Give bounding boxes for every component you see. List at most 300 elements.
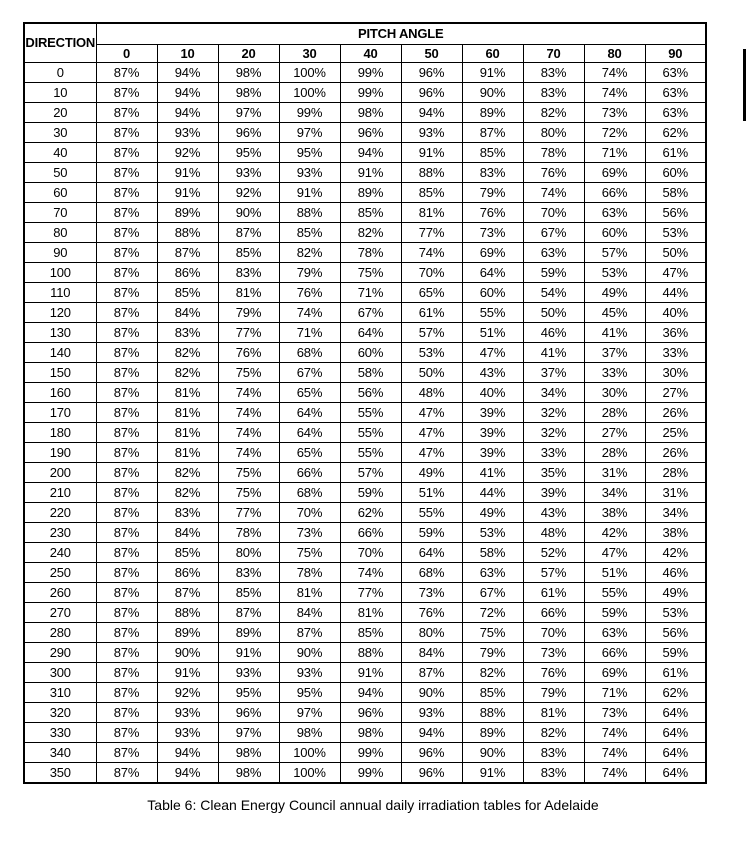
table-row xyxy=(24,463,706,483)
value-cell: 39% xyxy=(462,403,523,423)
table-row xyxy=(24,423,706,443)
direction-cell: 60 xyxy=(24,183,96,203)
value-cell: 49% xyxy=(645,583,706,603)
value-cell: 39% xyxy=(462,423,523,443)
value-cell: 81% xyxy=(340,603,401,623)
value-cell: 46% xyxy=(645,563,706,583)
value-cell: 79% xyxy=(462,643,523,663)
value-cell: 87% xyxy=(96,543,157,563)
value-cell: 90% xyxy=(462,83,523,103)
value-cell: 76% xyxy=(279,283,340,303)
value-cell: 87% xyxy=(96,343,157,363)
value-cell: 98% xyxy=(218,763,279,784)
value-cell: 91% xyxy=(340,663,401,683)
value-cell: 100% xyxy=(279,763,340,784)
value-cell: 40% xyxy=(462,383,523,403)
value-cell: 87% xyxy=(96,763,157,784)
value-cell: 93% xyxy=(218,163,279,183)
value-cell: 87% xyxy=(96,463,157,483)
value-cell: 74% xyxy=(218,423,279,443)
value-cell: 81% xyxy=(279,583,340,603)
value-cell: 89% xyxy=(218,623,279,643)
value-cell: 63% xyxy=(523,243,584,263)
table-header xyxy=(24,23,706,63)
value-cell: 81% xyxy=(218,283,279,303)
value-cell: 27% xyxy=(645,383,706,403)
value-cell: 85% xyxy=(279,223,340,243)
value-cell: 70% xyxy=(279,503,340,523)
value-cell: 87% xyxy=(96,663,157,683)
value-cell: 88% xyxy=(340,643,401,663)
value-cell: 76% xyxy=(523,663,584,683)
value-cell: 71% xyxy=(584,683,645,703)
value-cell: 91% xyxy=(401,143,462,163)
value-cell: 48% xyxy=(523,523,584,543)
value-cell: 100% xyxy=(279,63,340,83)
value-cell: 75% xyxy=(462,623,523,643)
table-row xyxy=(24,503,706,523)
pitch-angle-col-header: 30 xyxy=(279,45,340,63)
value-cell: 64% xyxy=(279,403,340,423)
direction-cell: 0 xyxy=(24,63,96,83)
value-cell: 85% xyxy=(157,543,218,563)
value-cell: 82% xyxy=(157,363,218,383)
value-cell: 51% xyxy=(584,563,645,583)
value-cell: 82% xyxy=(157,463,218,483)
value-cell: 58% xyxy=(645,183,706,203)
value-cell: 98% xyxy=(218,83,279,103)
value-cell: 65% xyxy=(401,283,462,303)
value-cell: 87% xyxy=(96,223,157,243)
value-cell: 73% xyxy=(279,523,340,543)
value-cell: 90% xyxy=(462,743,523,763)
value-cell: 85% xyxy=(401,183,462,203)
value-cell: 83% xyxy=(462,163,523,183)
value-cell: 98% xyxy=(279,723,340,743)
value-cell: 45% xyxy=(584,303,645,323)
direction-cell: 310 xyxy=(24,683,96,703)
value-cell: 74% xyxy=(584,743,645,763)
value-cell: 79% xyxy=(523,683,584,703)
value-cell: 96% xyxy=(401,763,462,784)
value-cell: 96% xyxy=(218,123,279,143)
value-cell: 96% xyxy=(218,703,279,723)
table-row xyxy=(24,343,706,363)
value-cell: 60% xyxy=(584,223,645,243)
value-cell: 41% xyxy=(523,343,584,363)
value-cell: 95% xyxy=(218,143,279,163)
value-cell: 84% xyxy=(401,643,462,663)
direction-cell: 50 xyxy=(24,163,96,183)
value-cell: 77% xyxy=(218,503,279,523)
value-cell: 64% xyxy=(645,743,706,763)
value-cell: 63% xyxy=(645,83,706,103)
value-cell: 95% xyxy=(279,683,340,703)
direction-cell: 20 xyxy=(24,103,96,123)
value-cell: 63% xyxy=(462,563,523,583)
value-cell: 96% xyxy=(401,83,462,103)
value-cell: 69% xyxy=(462,243,523,263)
value-cell: 62% xyxy=(340,503,401,523)
value-cell: 54% xyxy=(523,283,584,303)
value-cell: 99% xyxy=(279,103,340,123)
value-cell: 74% xyxy=(218,443,279,463)
value-cell: 87% xyxy=(96,723,157,743)
table-row xyxy=(24,103,706,123)
value-cell: 79% xyxy=(462,183,523,203)
value-cell: 33% xyxy=(645,343,706,363)
value-cell: 94% xyxy=(340,683,401,703)
value-cell: 56% xyxy=(645,623,706,643)
value-cell: 87% xyxy=(218,603,279,623)
value-cell: 93% xyxy=(157,723,218,743)
value-cell: 66% xyxy=(279,463,340,483)
table-row xyxy=(24,163,706,183)
value-cell: 98% xyxy=(218,743,279,763)
value-cell: 100% xyxy=(279,83,340,103)
value-cell: 81% xyxy=(157,403,218,423)
value-cell: 95% xyxy=(279,143,340,163)
value-cell: 76% xyxy=(218,343,279,363)
value-cell: 87% xyxy=(96,703,157,723)
table-row xyxy=(24,323,706,343)
table-row xyxy=(24,183,706,203)
direction-cell: 180 xyxy=(24,423,96,443)
value-cell: 38% xyxy=(645,523,706,543)
value-cell: 90% xyxy=(157,643,218,663)
pitch-angle-col-header: 20 xyxy=(218,45,279,63)
value-cell: 88% xyxy=(157,603,218,623)
value-cell: 34% xyxy=(584,483,645,503)
direction-cell: 330 xyxy=(24,723,96,743)
value-cell: 96% xyxy=(340,703,401,723)
value-cell: 57% xyxy=(584,243,645,263)
table-row xyxy=(24,483,706,503)
value-cell: 87% xyxy=(96,563,157,583)
table-row xyxy=(24,523,706,543)
value-cell: 62% xyxy=(645,123,706,143)
value-cell: 83% xyxy=(523,83,584,103)
value-cell: 90% xyxy=(218,203,279,223)
value-cell: 99% xyxy=(340,743,401,763)
value-cell: 74% xyxy=(218,403,279,423)
value-cell: 26% xyxy=(645,443,706,463)
table-row xyxy=(24,243,706,263)
table-row xyxy=(24,623,706,643)
table-row xyxy=(24,403,706,423)
value-cell: 87% xyxy=(96,483,157,503)
value-cell: 64% xyxy=(645,703,706,723)
value-cell: 98% xyxy=(340,103,401,123)
direction-cell: 120 xyxy=(24,303,96,323)
value-cell: 87% xyxy=(96,583,157,603)
value-cell: 70% xyxy=(340,543,401,563)
direction-cell: 10 xyxy=(24,83,96,103)
value-cell: 83% xyxy=(218,263,279,283)
value-cell: 55% xyxy=(340,443,401,463)
value-cell: 79% xyxy=(218,303,279,323)
value-cell: 49% xyxy=(462,503,523,523)
value-cell: 33% xyxy=(584,363,645,383)
value-cell: 61% xyxy=(523,583,584,603)
value-cell: 73% xyxy=(523,643,584,663)
value-cell: 85% xyxy=(157,283,218,303)
direction-cell: 240 xyxy=(24,543,96,563)
value-cell: 34% xyxy=(645,503,706,523)
value-cell: 87% xyxy=(96,63,157,83)
value-cell: 55% xyxy=(401,503,462,523)
value-cell: 59% xyxy=(523,263,584,283)
value-cell: 36% xyxy=(645,323,706,343)
value-cell: 97% xyxy=(218,723,279,743)
value-cell: 89% xyxy=(157,203,218,223)
value-cell: 85% xyxy=(340,203,401,223)
value-cell: 74% xyxy=(218,383,279,403)
value-cell: 82% xyxy=(157,343,218,363)
table-row xyxy=(24,603,706,623)
value-cell: 88% xyxy=(157,223,218,243)
value-cell: 72% xyxy=(462,603,523,623)
value-cell: 87% xyxy=(96,503,157,523)
value-cell: 87% xyxy=(279,623,340,643)
value-cell: 60% xyxy=(462,283,523,303)
value-cell: 99% xyxy=(340,83,401,103)
value-cell: 71% xyxy=(340,283,401,303)
value-cell: 67% xyxy=(462,583,523,603)
value-cell: 95% xyxy=(218,683,279,703)
value-cell: 58% xyxy=(340,363,401,383)
pitch-angle-col-header: 40 xyxy=(340,45,401,63)
value-cell: 82% xyxy=(340,223,401,243)
value-cell: 74% xyxy=(523,183,584,203)
value-cell: 87% xyxy=(96,683,157,703)
table-row xyxy=(24,443,706,463)
value-cell: 44% xyxy=(462,483,523,503)
value-cell: 62% xyxy=(645,683,706,703)
value-cell: 59% xyxy=(584,603,645,623)
value-cell: 65% xyxy=(279,383,340,403)
value-cell: 68% xyxy=(279,483,340,503)
direction-cell: 290 xyxy=(24,643,96,663)
value-cell: 88% xyxy=(401,163,462,183)
value-cell: 87% xyxy=(401,663,462,683)
value-cell: 49% xyxy=(401,463,462,483)
direction-cell: 270 xyxy=(24,603,96,623)
value-cell: 55% xyxy=(340,423,401,443)
value-cell: 49% xyxy=(584,283,645,303)
value-cell: 80% xyxy=(218,543,279,563)
value-cell: 87% xyxy=(96,183,157,203)
value-cell: 78% xyxy=(279,563,340,583)
value-cell: 70% xyxy=(523,203,584,223)
value-cell: 66% xyxy=(340,523,401,543)
value-cell: 87% xyxy=(96,743,157,763)
value-cell: 87% xyxy=(96,143,157,163)
value-cell: 91% xyxy=(157,163,218,183)
value-cell: 28% xyxy=(645,463,706,483)
value-cell: 87% xyxy=(96,123,157,143)
value-cell: 83% xyxy=(523,743,584,763)
table-row xyxy=(24,223,706,243)
direction-cell: 150 xyxy=(24,363,96,383)
direction-cell: 260 xyxy=(24,583,96,603)
value-cell: 63% xyxy=(584,623,645,643)
direction-cell: 280 xyxy=(24,623,96,643)
value-cell: 75% xyxy=(218,363,279,383)
value-cell: 64% xyxy=(462,263,523,283)
value-cell: 93% xyxy=(401,703,462,723)
pitch-angle-header: PITCH ANGLE xyxy=(96,23,706,45)
direction-cell: 160 xyxy=(24,383,96,403)
value-cell: 67% xyxy=(340,303,401,323)
value-cell: 65% xyxy=(279,443,340,463)
value-cell: 93% xyxy=(279,163,340,183)
value-cell: 76% xyxy=(462,203,523,223)
value-cell: 74% xyxy=(584,83,645,103)
table-row xyxy=(24,363,706,383)
value-cell: 96% xyxy=(340,123,401,143)
value-cell: 83% xyxy=(157,503,218,523)
value-cell: 52% xyxy=(523,543,584,563)
value-cell: 28% xyxy=(584,443,645,463)
value-cell: 53% xyxy=(462,523,523,543)
value-cell: 63% xyxy=(645,63,706,83)
value-cell: 87% xyxy=(96,403,157,423)
value-cell: 64% xyxy=(401,543,462,563)
value-cell: 53% xyxy=(645,603,706,623)
value-cell: 47% xyxy=(584,543,645,563)
direction-cell: 90 xyxy=(24,243,96,263)
value-cell: 70% xyxy=(523,623,584,643)
table-body xyxy=(24,63,706,784)
value-cell: 84% xyxy=(279,603,340,623)
value-cell: 86% xyxy=(157,563,218,583)
header-row-2 xyxy=(24,45,706,63)
value-cell: 87% xyxy=(96,443,157,463)
value-cell: 89% xyxy=(340,183,401,203)
value-cell: 55% xyxy=(340,403,401,423)
value-cell: 91% xyxy=(462,763,523,784)
value-cell: 31% xyxy=(645,483,706,503)
value-cell: 64% xyxy=(645,723,706,743)
value-cell: 75% xyxy=(340,263,401,283)
value-cell: 42% xyxy=(584,523,645,543)
value-cell: 57% xyxy=(340,463,401,483)
table-row xyxy=(24,63,706,83)
value-cell: 47% xyxy=(401,423,462,443)
value-cell: 82% xyxy=(157,483,218,503)
value-cell: 94% xyxy=(157,763,218,784)
value-cell: 32% xyxy=(523,423,584,443)
value-cell: 87% xyxy=(96,203,157,223)
direction-cell: 100 xyxy=(24,263,96,283)
value-cell: 51% xyxy=(462,323,523,343)
table-row xyxy=(24,263,706,283)
value-cell: 70% xyxy=(401,263,462,283)
value-cell: 87% xyxy=(96,363,157,383)
value-cell: 48% xyxy=(401,383,462,403)
value-cell: 30% xyxy=(584,383,645,403)
value-cell: 61% xyxy=(645,663,706,683)
value-cell: 75% xyxy=(218,463,279,483)
value-cell: 77% xyxy=(401,223,462,243)
direction-cell: 140 xyxy=(24,343,96,363)
value-cell: 47% xyxy=(401,443,462,463)
table-row xyxy=(24,683,706,703)
value-cell: 64% xyxy=(279,423,340,443)
value-cell: 69% xyxy=(584,163,645,183)
value-cell: 81% xyxy=(401,203,462,223)
value-cell: 87% xyxy=(96,303,157,323)
value-cell: 96% xyxy=(401,743,462,763)
direction-cell: 350 xyxy=(24,763,96,784)
value-cell: 44% xyxy=(645,283,706,303)
value-cell: 89% xyxy=(462,723,523,743)
value-cell: 87% xyxy=(157,243,218,263)
value-cell: 57% xyxy=(401,323,462,343)
value-cell: 75% xyxy=(279,543,340,563)
value-cell: 87% xyxy=(96,323,157,343)
pitch-angle-col-header: 10 xyxy=(157,45,218,63)
table-row xyxy=(24,123,706,143)
value-cell: 50% xyxy=(401,363,462,383)
direction-cell: 320 xyxy=(24,703,96,723)
value-cell: 79% xyxy=(279,263,340,283)
value-cell: 38% xyxy=(584,503,645,523)
value-cell: 34% xyxy=(523,383,584,403)
value-cell: 88% xyxy=(462,703,523,723)
value-cell: 55% xyxy=(584,583,645,603)
value-cell: 57% xyxy=(523,563,584,583)
value-cell: 99% xyxy=(340,763,401,784)
value-cell: 77% xyxy=(340,583,401,603)
direction-header: DIRECTION xyxy=(24,23,96,63)
value-cell: 71% xyxy=(279,323,340,343)
value-cell: 87% xyxy=(96,523,157,543)
value-cell: 89% xyxy=(462,103,523,123)
value-cell: 87% xyxy=(157,583,218,603)
value-cell: 27% xyxy=(584,423,645,443)
value-cell: 85% xyxy=(462,143,523,163)
value-cell: 53% xyxy=(401,343,462,363)
value-cell: 78% xyxy=(340,243,401,263)
value-cell: 59% xyxy=(340,483,401,503)
header-row-1 xyxy=(24,23,706,45)
value-cell: 74% xyxy=(279,303,340,323)
value-cell: 72% xyxy=(584,123,645,143)
value-cell: 63% xyxy=(645,103,706,123)
value-cell: 66% xyxy=(584,643,645,663)
value-cell: 94% xyxy=(340,143,401,163)
table-caption: Table 6: Clean Energy Council annual daily irradiation tables for Adelaide xyxy=(147,797,599,813)
value-cell: 84% xyxy=(157,523,218,543)
value-cell: 60% xyxy=(340,343,401,363)
table-row xyxy=(24,703,706,723)
value-cell: 91% xyxy=(157,183,218,203)
value-cell: 90% xyxy=(279,643,340,663)
value-cell: 93% xyxy=(157,123,218,143)
value-cell: 64% xyxy=(645,763,706,784)
value-cell: 87% xyxy=(96,383,157,403)
pitch-angle-col-header: 80 xyxy=(584,45,645,63)
value-cell: 99% xyxy=(340,63,401,83)
value-cell: 92% xyxy=(218,183,279,203)
value-cell: 67% xyxy=(279,363,340,383)
value-cell: 75% xyxy=(218,483,279,503)
value-cell: 53% xyxy=(645,223,706,243)
direction-cell: 300 xyxy=(24,663,96,683)
value-cell: 71% xyxy=(584,143,645,163)
